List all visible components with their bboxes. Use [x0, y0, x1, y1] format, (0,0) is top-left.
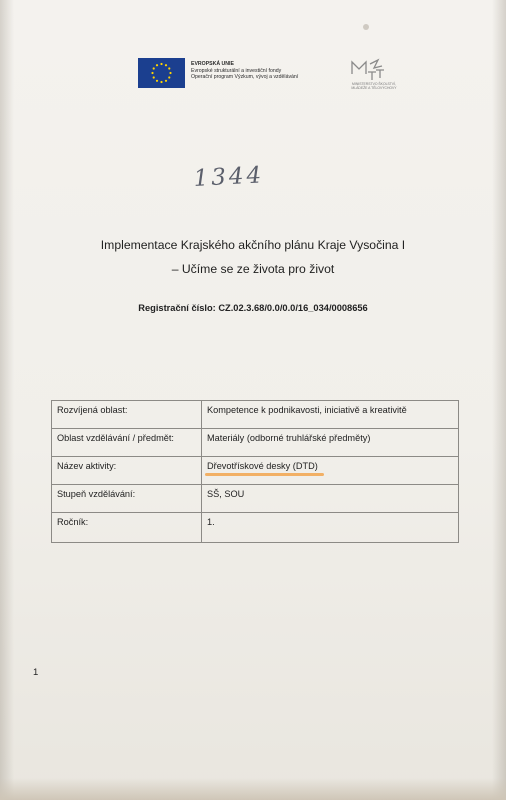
highlighted-activity-name: Dřevotřískové desky (DTD): [207, 461, 318, 471]
eu-flag-logo: [138, 58, 185, 88]
table-label: Název aktivity:: [52, 457, 202, 485]
eu-logo-line: Operační program Výzkum, vývoj a vzdělávání: [191, 74, 299, 81]
page-edge-shadow: [492, 0, 506, 800]
table-label: Oblast vzdělávání / předmět:: [52, 429, 202, 457]
table-row: [52, 401, 459, 429]
table-value: Materiály (odborné truhlářské předměty): [202, 429, 459, 457]
table-value: [202, 457, 459, 485]
handwritten-number: 1344: [193, 162, 265, 192]
eu-star: [151, 72, 153, 74]
document-title: Implementace Krajského akčního plánu Kraje Vysočina I: [100, 238, 406, 252]
table-value: Kompetence k podnikavosti, iniciativě a kreativitě: [202, 401, 459, 429]
page-edge-shadow: [0, 0, 14, 800]
table-label: Stupeň vzdělávání:: [52, 485, 202, 513]
table-row: [52, 485, 459, 513]
eu-star: [165, 64, 167, 66]
activity-info-table: [51, 400, 459, 543]
eu-logo-line: EVROPSKÁ UNIE: [191, 61, 234, 67]
msmt-logo-text: MINISTERSTVO ŠKOLSTVÍ, MLÁDEŽE A TĚLOVÝCHOVY: [351, 82, 397, 90]
eu-star: [160, 63, 162, 65]
page-bottom-shadow: [0, 778, 506, 800]
table-value: SŠ, SOU: [202, 485, 459, 513]
page-number: 1: [33, 667, 39, 678]
document-subtitle: – Učíme se ze života pro život: [171, 262, 335, 276]
table-row: [52, 457, 459, 485]
eu-star: [168, 67, 170, 69]
eu-logo-text: [191, 61, 341, 81]
registration-number: Registrační číslo: CZ.02.3.68/0.0/0.0/16_034/0008656: [138, 303, 368, 313]
eu-star: [169, 72, 171, 74]
eu-star: [160, 81, 162, 83]
eu-logo-line: Evropské strukturální a investiční fondy: [191, 67, 282, 74]
table-label: Ročník:: [52, 513, 202, 543]
eu-star: [153, 67, 155, 69]
eu-star: [156, 64, 158, 66]
eu-star: [156, 80, 158, 82]
table-value: 1.: [202, 513, 459, 543]
table-row: [52, 513, 459, 543]
punch-hole-mark: [363, 24, 369, 30]
eu-star: [165, 80, 167, 82]
eu-star: [168, 76, 170, 78]
table-row: [52, 429, 459, 457]
table-label: Rozvíjená oblast:: [52, 401, 202, 429]
eu-star: [153, 76, 155, 78]
